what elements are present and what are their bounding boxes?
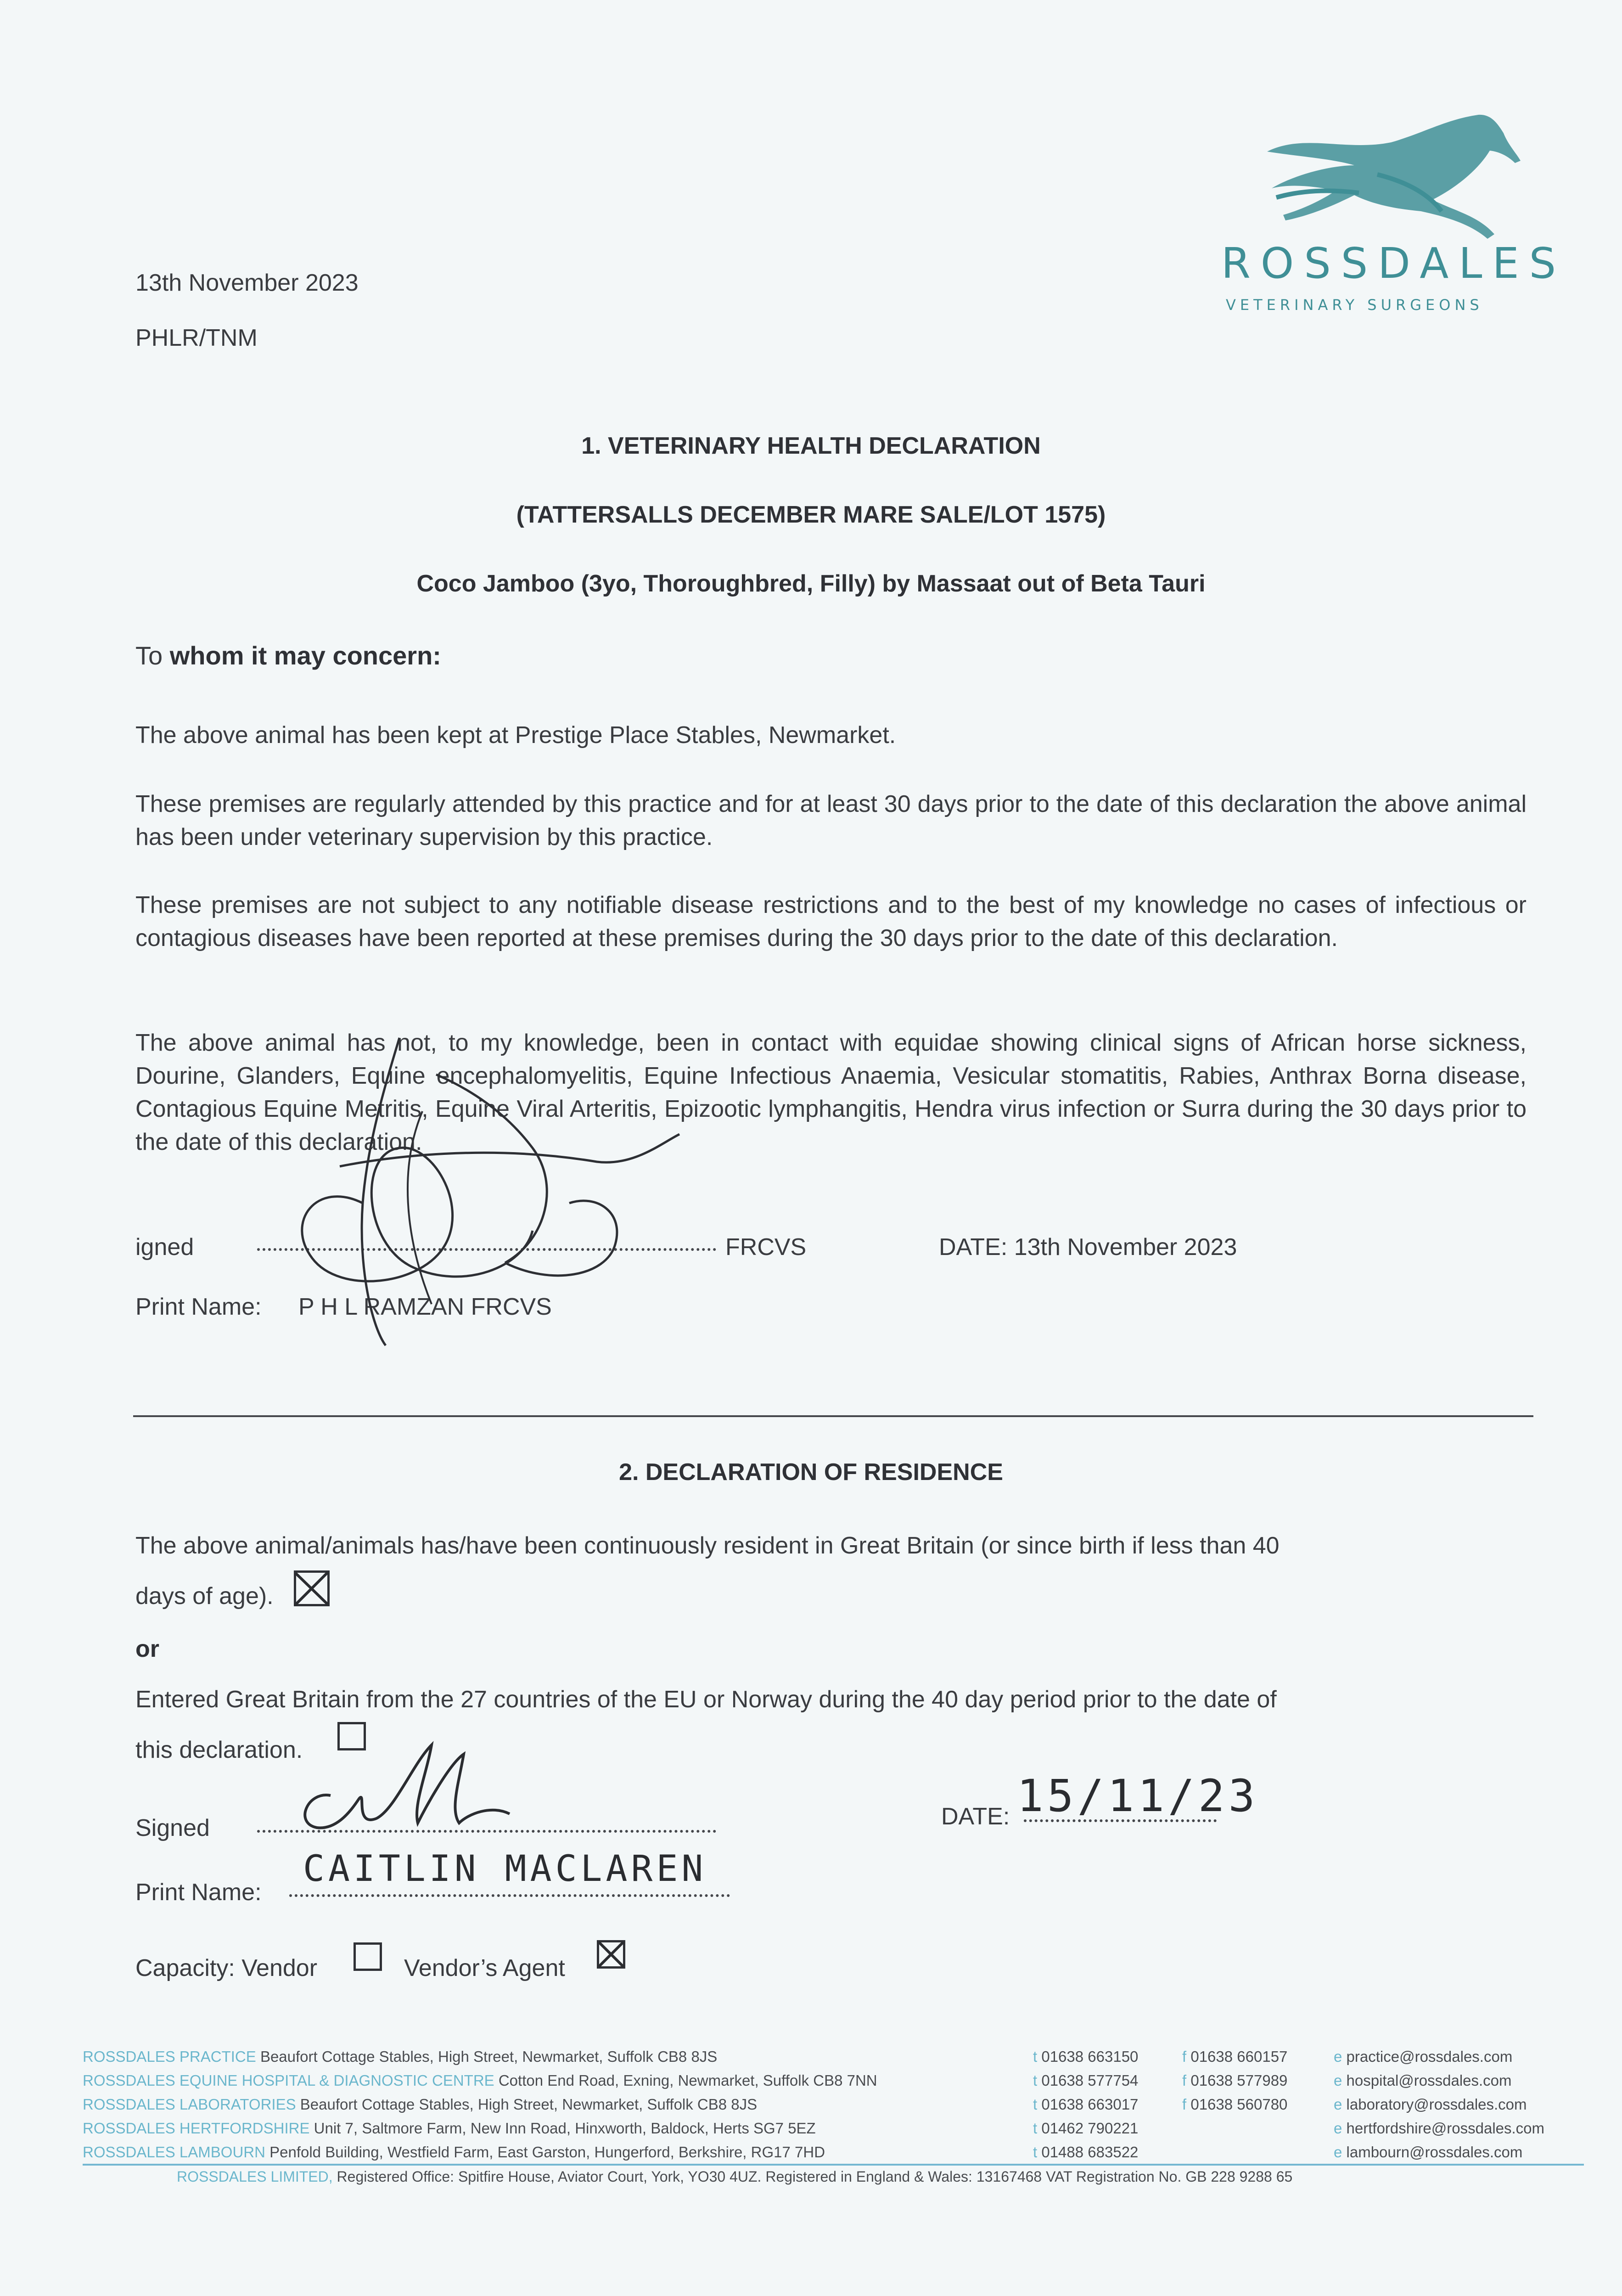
footer-email-1[interactable]: e practice@rossdales.com (1334, 2048, 1513, 2065)
footer-line-2 (83, 2070, 877, 2092)
footer-line-4 (83, 2117, 816, 2139)
section2-title: 2. DECLARATION OF RESIDENCE (619, 1459, 1003, 1486)
residence-option2-line2: this declaration. (135, 1737, 303, 1763)
agent-print-name-label: Print Name: (135, 1879, 262, 1906)
footer-org: ROSSDALES EQUINE HOSPITAL & DIAGNOSTIC CENTRE (83, 2072, 494, 2089)
footer-line-1 (83, 2046, 717, 2068)
logo-subtitle: VETERINARY SURGEONS (1226, 296, 1483, 314)
footer-email-2[interactable]: e hospital@rossdales.com (1334, 2072, 1512, 2089)
registered-office (177, 2168, 1292, 2185)
footer-address: Unit 7, Saltmore Farm, New Inn Road, Hinxworth, Baldock, Herts SG7 5EZ (314, 2120, 816, 2137)
section1-subtitle: (TATTERSALLS DECEMBER MARE SALE/LOT 1575) (516, 501, 1106, 528)
salutation (135, 641, 441, 670)
footer-fax-2: f 01638 577989 (1182, 2072, 1288, 2089)
vendor-agent-checkbox[interactable] (597, 1940, 625, 1969)
residence-option1-line1: The above animal/animals has/have been continuously resident in Great Britain (or since birth if less than 40 (135, 1532, 1280, 1559)
paragraph-4: The above animal has not, to my knowledge, been in contact with equidae showing clinical signs of African horse sickness, Dourine, Glanders, Equine encephalomyelitis, Equine Infectious Anaemia, Vesicular stomatitis, Rabies, Anthrax Borna disease, Contagious Equine Metritis, Equine Viral Arteritis, Epizootic lymphangitis, Hendra virus infection or Surra during the 30 days prior to the date of this declaration. (135, 1030, 1527, 1155)
footer-line-3 (83, 2093, 757, 2116)
agent-date-label: DATE: (941, 1803, 1010, 1830)
vendor-agent-label: Vendor’s Agent (404, 1955, 565, 1981)
vet-signed-label: igned (135, 1234, 194, 1261)
footer-email-3[interactable]: e laboratory@rossdales.com (1334, 2096, 1527, 2113)
footer-email-4[interactable]: e hertfordshire@rossdales.com (1334, 2120, 1545, 2137)
footer-org: ROSSDALES HERTFORDSHIRE (83, 2120, 310, 2137)
footer-divider (83, 2164, 1584, 2166)
footer-fax-3: f 01638 560780 (1182, 2096, 1288, 2113)
footer-phone-2: t 01638 577754 (1033, 2072, 1139, 2089)
section1-title: 1. VETERINARY HEALTH DECLARATION (581, 433, 1041, 459)
galloping-horse-icon (1240, 101, 1524, 253)
footer-phone-3: t 01638 663017 (1033, 2096, 1139, 2113)
footer-phone-5: t 01488 683522 (1033, 2144, 1139, 2161)
footer-org: ROSSDALES LABORATORIES (83, 2096, 296, 2113)
registered-text: Registered Office: Spitfire House, Aviator Court, York, YO30 4UZ. Registered in England & Wales: 13167468 VAT Registration No. GB 228 9288 65 (337, 2168, 1293, 2185)
residence-option2-line1: Entered Great Britain from the 27 countries of the EU or Norway during the 40 day period prior to the date of (135, 1686, 1277, 1713)
footer-org: ROSSDALES PRACTICE (83, 2048, 256, 2065)
vet-print-name-label: Print Name: (135, 1294, 262, 1320)
paragraph-1: The above animal has been kept at Prestige Place Stables, Newmarket. (135, 722, 896, 748)
agent-print-name-value: CAITLIN MACLAREN (303, 1848, 707, 1890)
capacity-label: Capacity: Vendor (135, 1955, 318, 1981)
salutation-rest: whom it may concern: (163, 641, 441, 670)
checkbox-cross-icon (597, 1940, 625, 1969)
horse-line: Coco Jamboo (3yo, Thoroughbred, Filly) by Massaat out of Beta Tauri (416, 570, 1206, 597)
rossdales-logo (1212, 92, 1566, 331)
footer-phone-4: t 01462 790221 (1033, 2120, 1139, 2137)
footer-fax-1: f 01638 660157 (1182, 2048, 1288, 2065)
footer-address: Penfold Building, Westfield Farm, East Garston, Hungerford, Berkshire, RG17 7HD (269, 2144, 825, 2161)
vet-print-name-value: P H L RAMZAN FRCVS (298, 1294, 552, 1320)
agent-signature-image (275, 1736, 514, 1846)
letter-reference: PHLR/TNM (135, 325, 258, 351)
footer-address: Cotton End Road, Exning, Newmarket, Suffolk CB8 7NN (498, 2072, 877, 2089)
section-divider (133, 1415, 1533, 1417)
agent-date-value: 15/11/23 (1017, 1770, 1259, 1822)
agent-print-name-line (289, 1894, 730, 1897)
option1-checkbox[interactable] (294, 1570, 330, 1606)
vet-signed-suffix: FRCVS (725, 1234, 807, 1261)
footer-address: Beaufort Cottage Stables, High Street, Newmarket, Suffolk CB8 8JS (260, 2048, 718, 2065)
salutation-prefix: To (135, 641, 163, 670)
footer-phone-1: t 01638 663150 (1033, 2048, 1139, 2065)
logo-name: ROSSDALES (1221, 239, 1566, 288)
checkbox-cross-icon (294, 1570, 330, 1606)
footer-address: Beaufort Cottage Stables, High Street, Newmarket, Suffolk CB8 8JS (300, 2096, 758, 2113)
paragraph-2: These premises are regularly attended by this practice and for at least 30 days prior to the date of this declaration the above animal has been under veterinary supervision by this practice. (135, 791, 1527, 850)
or-label: or (135, 1636, 159, 1662)
paragraph-3: These premises are not subject to any notifiable disease restrictions and to the best of my knowledge no cases of infectious or contagious diseases have been reported at these premises during the 30 days prior to the date of this declaration. (135, 892, 1527, 951)
footer-line-5 (83, 2141, 825, 2163)
footer-email-5[interactable]: e lambourn@rossdales.com (1334, 2144, 1523, 2161)
registered-org: ROSSDALES LIMITED, (177, 2168, 333, 2185)
vet-signature-image (248, 1029, 707, 1350)
letter-date: 13th November 2023 (135, 270, 359, 296)
agent-signed-label: Signed (135, 1815, 210, 1841)
footer-org: ROSSDALES LAMBOURN (83, 2144, 265, 2161)
residence-option1-line2: days of age). (135, 1583, 274, 1609)
vet-date: DATE: 13th November 2023 (939, 1234, 1237, 1261)
vendor-checkbox[interactable] (354, 1942, 382, 1971)
